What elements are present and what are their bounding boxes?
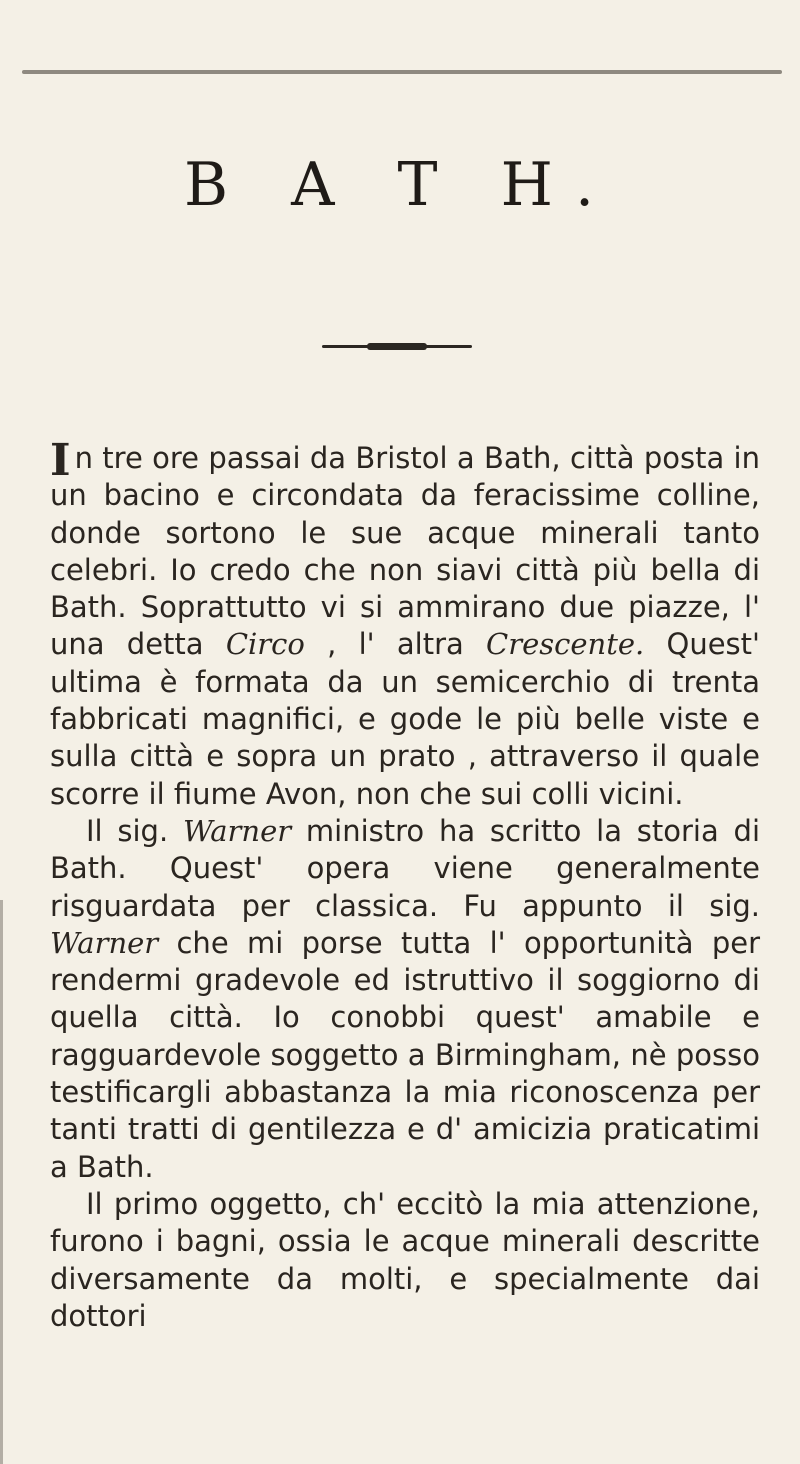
page-title: B A T H. (183, 150, 617, 220)
paragraph-2-rest: che mi porse tutta l' opportunità per rendermi gradevole ed istruttivo il soggiorno di quella città. Io conobbi quest' amabile e ragguardevole soggetto a Birmingham, nè posso testificargli abbastanza la mia riconoscenza per tanti tratti di gentilezza e d' amicizia praticatimi a Bath. (50, 925, 760, 1184)
page-edge-shadow (0, 900, 3, 1464)
italic-warner-2: Warner (50, 925, 159, 960)
paragraph-1-mid: , l' altra (304, 627, 487, 662)
paragraph-1-text: n tre ore passai da Bristol a Bath, città posta in un bacino e circondata da feracissime colline, donde sortono le sue acque minerali tanto celebri. Io credo che non siavi città più bella di Bath. Soprattutto vi si ammirano due piazze, l' una detta (50, 441, 760, 662)
italic-circo: Circo (225, 627, 305, 662)
paragraph-2-mid: ministro ha scritto la storia di Bath. Quest' opera viene generalmente risguardata per classica. Fu appunto il sig. (50, 813, 760, 923)
paragraph-1-rest: Quest' ultima è formata da un semicerchio di trenta fabbricati magnifici, e gode le più belle viste e sulla città e sopra un prato , attraverso il quale scorre il fiume Avon, non che sui colli vicini. (50, 627, 761, 811)
paragraph-1 (50, 435, 761, 813)
body-text (50, 435, 761, 1335)
top-rule (22, 70, 782, 74)
paragraph-3: Il primo oggetto, ch' eccitò la mia attenzione, furono i bagni, ossia le acque minerali descritte diversamente da molti, e specialmente dai dottori (50, 1186, 760, 1333)
ornamental-rule (322, 345, 472, 348)
italic-warner-1: Warner (182, 813, 292, 848)
paragraph-2 (50, 813, 760, 1186)
paragraph-2-pre: Il sig. (86, 813, 183, 848)
drop-cap: I (50, 435, 71, 486)
italic-crescente: Crescente. (486, 627, 645, 662)
